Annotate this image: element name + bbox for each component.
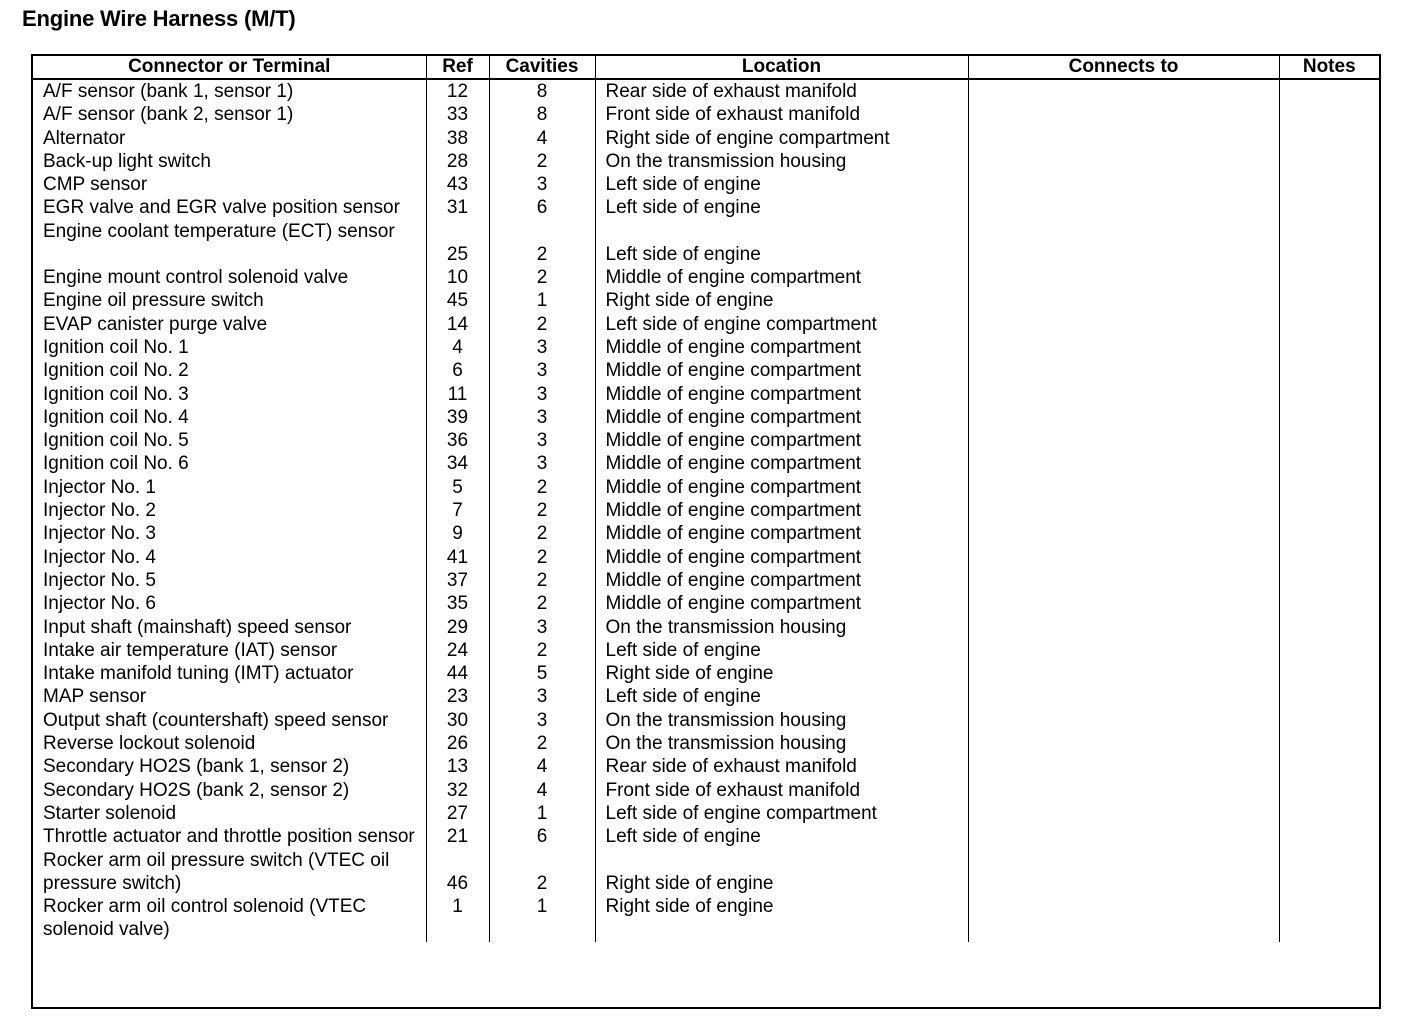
notes-cell (1279, 220, 1379, 266)
ref-cell: 9 (426, 522, 489, 545)
notes-cell (1279, 849, 1379, 896)
connector-cell: A/F sensor (bank 2, sensor 1) (33, 103, 426, 126)
location-cell: Middle of engine compartment (595, 406, 968, 429)
cavities-cell: 3 (489, 709, 595, 732)
table-row (33, 452, 1379, 475)
location-cell: Middle of engine compartment (595, 266, 968, 289)
table-row (33, 732, 1379, 755)
connects-to-cell (968, 476, 1279, 499)
cavities-cell: 2 (489, 546, 595, 569)
connector-cell: Back-up light switch (33, 150, 426, 173)
ref-cell: 5 (426, 476, 489, 499)
location-cell: Left side of engine (595, 685, 968, 708)
header-connector: Connector or Terminal (33, 56, 426, 79)
table-row (33, 220, 1379, 266)
connector-cell: Ignition coil No. 3 (33, 383, 426, 406)
notes-cell (1279, 755, 1379, 778)
ref-cell: 25 (426, 220, 489, 266)
table-row (33, 662, 1379, 685)
notes-cell (1279, 336, 1379, 359)
notes-cell (1279, 383, 1379, 406)
cavities-cell: 2 (489, 150, 595, 173)
connector-cell: A/F sensor (bank 1, sensor 1) (33, 79, 426, 103)
table-row (33, 383, 1379, 406)
location-cell: Middle of engine compartment (595, 476, 968, 499)
ref-cell: 23 (426, 685, 489, 708)
table-row (33, 779, 1379, 802)
ref-cell: 30 (426, 709, 489, 732)
cavities-cell: 3 (489, 359, 595, 382)
cavities-cell: 2 (489, 220, 595, 266)
connector-cell: Engine mount control solenoid valve (33, 266, 426, 289)
notes-cell (1279, 546, 1379, 569)
ref-cell: 35 (426, 592, 489, 615)
cavities-cell: 4 (489, 127, 595, 150)
notes-cell (1279, 569, 1379, 592)
page-title: Engine Wire Harness (M/T) (22, 6, 296, 31)
connects-to-cell (968, 546, 1279, 569)
notes-cell (1279, 266, 1379, 289)
location-cell: On the transmission housing (595, 709, 968, 732)
cavities-cell: 5 (489, 662, 595, 685)
ref-cell: 31 (426, 196, 489, 219)
cavities-cell: 2 (489, 499, 595, 522)
connector-cell: Input shaft (mainshaft) speed sensor (33, 616, 426, 639)
connector-cell: Intake manifold tuning (IMT) actuator (33, 662, 426, 685)
notes-cell (1279, 662, 1379, 685)
location-cell: Left side of engine (595, 173, 968, 196)
connects-to-cell (968, 220, 1279, 266)
connects-to-cell (968, 895, 1279, 942)
table-row (33, 150, 1379, 173)
cavities-cell: 3 (489, 429, 595, 452)
notes-cell (1279, 79, 1379, 103)
location-cell: Right side of engine (595, 662, 968, 685)
table-row (33, 639, 1379, 662)
notes-cell (1279, 522, 1379, 545)
notes-cell (1279, 289, 1379, 312)
cavities-cell: 2 (489, 313, 595, 336)
ref-cell: 12 (426, 79, 489, 103)
notes-cell (1279, 709, 1379, 732)
connector-cell: Output shaft (countershaft) speed sensor (33, 709, 426, 732)
header-connects-to: Connects to (968, 56, 1279, 79)
location-cell: Right side of engine (595, 895, 968, 942)
location-cell: Left side of engine (595, 220, 968, 266)
notes-cell (1279, 406, 1379, 429)
ref-cell: 44 (426, 662, 489, 685)
connector-cell: Starter solenoid (33, 802, 426, 825)
location-cell: Left side of engine compartment (595, 313, 968, 336)
cavities-cell: 3 (489, 406, 595, 429)
cavities-cell: 1 (489, 895, 595, 942)
notes-cell (1279, 732, 1379, 755)
location-cell: Right side of engine (595, 849, 968, 896)
connects-to-cell (968, 150, 1279, 173)
location-cell: Left side of engine (595, 196, 968, 219)
connects-to-cell (968, 592, 1279, 615)
ref-cell: 45 (426, 289, 489, 312)
connects-to-cell (968, 359, 1279, 382)
table-row (33, 429, 1379, 452)
location-cell: Left side of engine (595, 639, 968, 662)
connector-cell: EVAP canister purge valve (33, 313, 426, 336)
connects-to-cell (968, 732, 1279, 755)
table-row (33, 289, 1379, 312)
table-row (33, 173, 1379, 196)
ref-cell: 46 (426, 849, 489, 896)
ref-cell: 11 (426, 383, 489, 406)
notes-cell (1279, 103, 1379, 126)
cavities-cell: 2 (489, 592, 595, 615)
ref-cell: 33 (426, 103, 489, 126)
connects-to-cell (968, 79, 1279, 103)
table-row (33, 406, 1379, 429)
connector-cell: Intake air temperature (IAT) sensor (33, 639, 426, 662)
table-row (33, 79, 1379, 103)
table-row (33, 569, 1379, 592)
connector-cell: MAP sensor (33, 685, 426, 708)
connects-to-cell (968, 103, 1279, 126)
connects-to-cell (968, 709, 1279, 732)
table-row (33, 522, 1379, 545)
cavities-cell: 3 (489, 452, 595, 475)
notes-cell (1279, 359, 1379, 382)
cavities-cell: 8 (489, 103, 595, 126)
table-row (33, 196, 1379, 219)
location-cell: Right side of engine (595, 289, 968, 312)
table-row (33, 616, 1379, 639)
table-body (33, 79, 1379, 942)
cavities-cell: 2 (489, 732, 595, 755)
connects-to-cell (968, 429, 1279, 452)
connects-to-cell (968, 616, 1279, 639)
notes-cell (1279, 592, 1379, 615)
table-header-row (33, 56, 1379, 79)
ref-cell: 34 (426, 452, 489, 475)
connects-to-cell (968, 406, 1279, 429)
ref-cell: 27 (426, 802, 489, 825)
notes-cell (1279, 779, 1379, 802)
connector-cell: Rocker arm oil control solenoid (VTEC solenoid valve) (33, 895, 426, 942)
connector-cell: Injector No. 3 (33, 522, 426, 545)
notes-cell (1279, 429, 1379, 452)
header-cavities: Cavities (489, 56, 595, 79)
ref-cell: 37 (426, 569, 489, 592)
connector-cell: Secondary HO2S (bank 1, sensor 2) (33, 755, 426, 778)
ref-cell: 1 (426, 895, 489, 942)
connects-to-cell (968, 569, 1279, 592)
cavities-cell: 1 (489, 289, 595, 312)
connector-cell: Injector No. 6 (33, 592, 426, 615)
connects-to-cell (968, 313, 1279, 336)
connects-to-cell (968, 755, 1279, 778)
notes-cell (1279, 313, 1379, 336)
table-row (33, 825, 1379, 848)
connects-to-cell (968, 685, 1279, 708)
cavities-cell: 6 (489, 196, 595, 219)
cavities-cell: 3 (489, 336, 595, 359)
header-ref: Ref (426, 56, 489, 79)
ref-cell: 43 (426, 173, 489, 196)
table-row (33, 127, 1379, 150)
connector-cell: Injector No. 2 (33, 499, 426, 522)
table-row (33, 546, 1379, 569)
notes-cell (1279, 196, 1379, 219)
location-cell: Front side of exhaust manifold (595, 103, 968, 126)
connects-to-cell (968, 849, 1279, 896)
notes-cell (1279, 616, 1379, 639)
connector-cell: Injector No. 5 (33, 569, 426, 592)
location-cell: On the transmission housing (595, 150, 968, 173)
ref-cell: 26 (426, 732, 489, 755)
table-row (33, 103, 1379, 126)
connects-to-cell (968, 383, 1279, 406)
location-cell: Middle of engine compartment (595, 429, 968, 452)
table-row (33, 359, 1379, 382)
connects-to-cell (968, 196, 1279, 219)
ref-cell: 29 (426, 616, 489, 639)
notes-cell (1279, 150, 1379, 173)
connects-to-cell (968, 289, 1279, 312)
location-cell: Middle of engine compartment (595, 569, 968, 592)
connects-to-cell (968, 825, 1279, 848)
cavities-cell: 3 (489, 173, 595, 196)
table-row (33, 895, 1379, 942)
location-cell: Left side of engine (595, 825, 968, 848)
cavities-cell: 4 (489, 779, 595, 802)
connector-cell: Ignition coil No. 2 (33, 359, 426, 382)
cavities-cell: 2 (489, 569, 595, 592)
table-row (33, 685, 1379, 708)
ref-cell: 32 (426, 779, 489, 802)
table-row (33, 313, 1379, 336)
ref-cell: 41 (426, 546, 489, 569)
location-cell: Middle of engine compartment (595, 592, 968, 615)
connects-to-cell (968, 452, 1279, 475)
ref-cell: 36 (426, 429, 489, 452)
connects-to-cell (968, 662, 1279, 685)
ref-cell: 4 (426, 336, 489, 359)
connects-to-cell (968, 779, 1279, 802)
cavities-cell: 4 (489, 755, 595, 778)
location-cell: Right side of engine compartment (595, 127, 968, 150)
connects-to-cell (968, 802, 1279, 825)
notes-cell (1279, 802, 1379, 825)
ref-cell: 6 (426, 359, 489, 382)
cavities-cell: 2 (489, 476, 595, 499)
location-cell: Middle of engine compartment (595, 383, 968, 406)
cavities-cell: 2 (489, 522, 595, 545)
connector-cell: Alternator (33, 127, 426, 150)
table-row (33, 499, 1379, 522)
connects-to-cell (968, 639, 1279, 662)
ref-cell: 28 (426, 150, 489, 173)
notes-cell (1279, 825, 1379, 848)
notes-cell (1279, 452, 1379, 475)
connector-cell: Rocker arm oil pressure switch (VTEC oil pressure switch) (33, 849, 426, 896)
connects-to-cell (968, 522, 1279, 545)
connector-cell: Ignition coil No. 6 (33, 452, 426, 475)
cavities-cell: 8 (489, 79, 595, 103)
location-cell: On the transmission housing (595, 616, 968, 639)
location-cell: Middle of engine compartment (595, 336, 968, 359)
connector-cell: Injector No. 4 (33, 546, 426, 569)
connector-cell: Injector No. 1 (33, 476, 426, 499)
table-row (33, 755, 1379, 778)
connector-cell: Ignition coil No. 1 (33, 336, 426, 359)
ref-cell: 13 (426, 755, 489, 778)
connects-to-cell (968, 336, 1279, 359)
cavities-cell: 2 (489, 266, 595, 289)
harness-table (33, 56, 1379, 942)
connector-cell: Engine coolant temperature (ECT) sensor (33, 220, 426, 266)
location-cell: Middle of engine compartment (595, 522, 968, 545)
ref-cell: 7 (426, 499, 489, 522)
connector-cell: Engine oil pressure switch (33, 289, 426, 312)
notes-cell (1279, 127, 1379, 150)
ref-cell: 24 (426, 639, 489, 662)
location-cell: Rear side of exhaust manifold (595, 755, 968, 778)
connector-cell: Ignition coil No. 5 (33, 429, 426, 452)
location-cell: Middle of engine compartment (595, 452, 968, 475)
table-row (33, 266, 1379, 289)
location-cell: Middle of engine compartment (595, 359, 968, 382)
connects-to-cell (968, 173, 1279, 196)
table-row (33, 476, 1379, 499)
cavities-cell: 3 (489, 616, 595, 639)
notes-cell (1279, 685, 1379, 708)
ref-cell: 21 (426, 825, 489, 848)
notes-cell (1279, 173, 1379, 196)
notes-cell (1279, 639, 1379, 662)
connects-to-cell (968, 266, 1279, 289)
connector-cell: EGR valve and EGR valve position sensor (33, 196, 426, 219)
cavities-cell: 1 (489, 802, 595, 825)
location-cell: Front side of exhaust manifold (595, 779, 968, 802)
connector-cell: Throttle actuator and throttle position sensor (33, 825, 426, 848)
header-location: Location (595, 56, 968, 79)
harness-table-container (31, 54, 1381, 1009)
ref-cell: 10 (426, 266, 489, 289)
location-cell: Middle of engine compartment (595, 546, 968, 569)
cavities-cell: 2 (489, 849, 595, 896)
table-row (33, 336, 1379, 359)
header-notes: Notes (1279, 56, 1379, 79)
ref-cell: 14 (426, 313, 489, 336)
connects-to-cell (968, 127, 1279, 150)
connector-cell: Secondary HO2S (bank 2, sensor 2) (33, 779, 426, 802)
connector-cell: CMP sensor (33, 173, 426, 196)
table-row (33, 709, 1379, 732)
location-cell: Rear side of exhaust manifold (595, 79, 968, 103)
table-row (33, 802, 1379, 825)
connector-cell: Reverse lockout solenoid (33, 732, 426, 755)
cavities-cell: 3 (489, 685, 595, 708)
table-row (33, 592, 1379, 615)
location-cell: Left side of engine compartment (595, 802, 968, 825)
ref-cell: 39 (426, 406, 489, 429)
location-cell: Middle of engine compartment (595, 499, 968, 522)
location-cell: On the transmission housing (595, 732, 968, 755)
ref-cell: 38 (426, 127, 489, 150)
cavities-cell: 2 (489, 639, 595, 662)
table-row (33, 849, 1379, 896)
notes-cell (1279, 895, 1379, 942)
connects-to-cell (968, 499, 1279, 522)
cavities-cell: 6 (489, 825, 595, 848)
cavities-cell: 3 (489, 383, 595, 406)
notes-cell (1279, 476, 1379, 499)
notes-cell (1279, 499, 1379, 522)
connector-cell: Ignition coil No. 4 (33, 406, 426, 429)
